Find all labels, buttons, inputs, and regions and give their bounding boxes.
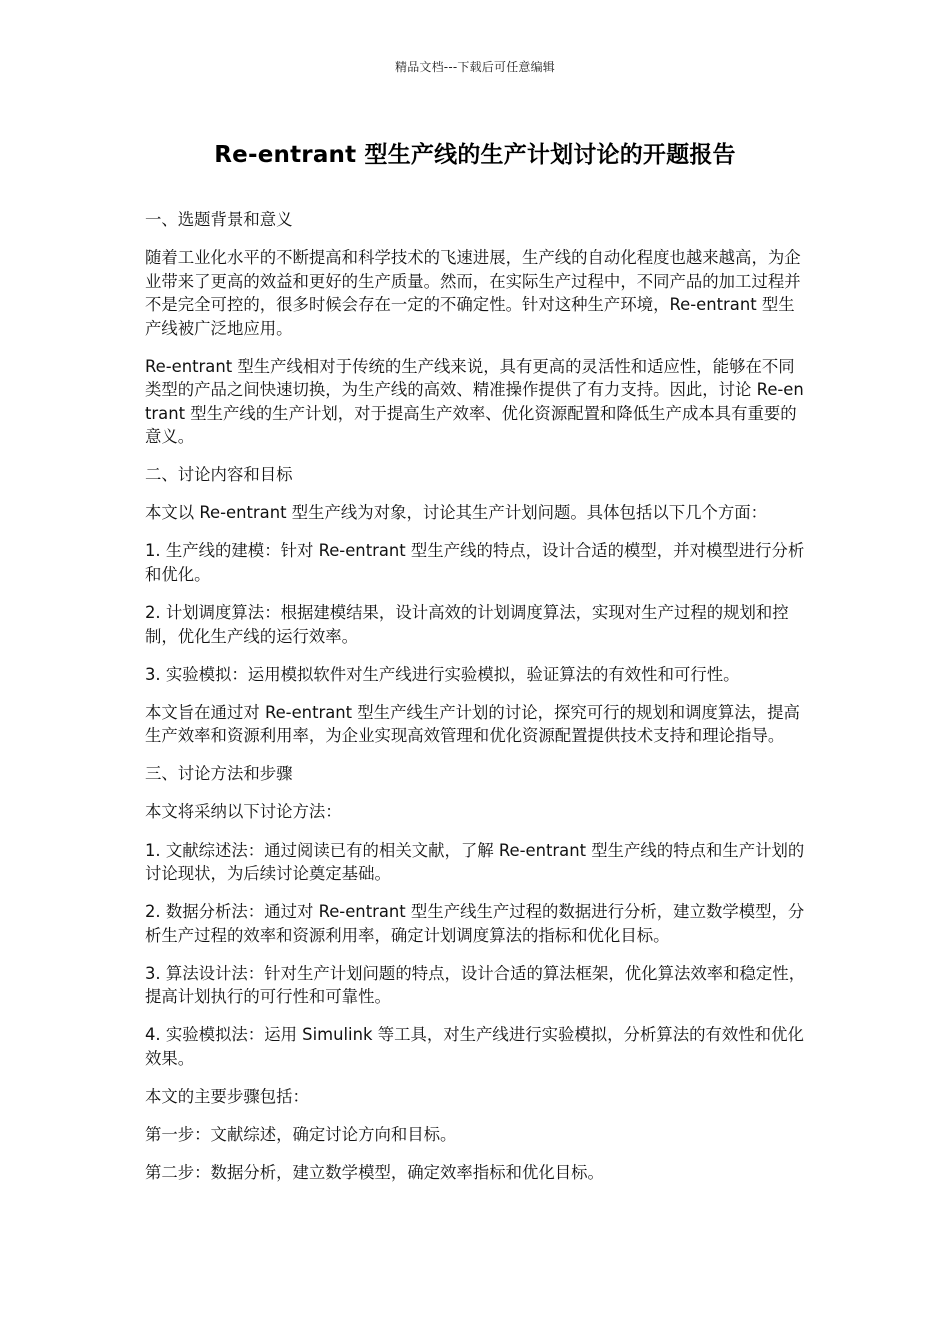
step-item: 第二步：数据分析，建立数学模型，确定效率指标和优化目标。	[145, 1163, 604, 1183]
list-item: 3. 实验模拟：运用模拟软件对生产线进行实验模拟，验证算法的有效性和可行性。	[145, 664, 740, 684]
document-body	[145, 208, 809, 1199]
list-item: 2. 计划调度算法：根据建模结果，设计高效的计划调度算法，实现对生产过程的规划和控制，优化生产线的运行效率。	[145, 603, 789, 646]
list-item: 1. 文献综述法：通过阅读已有的相关文献，了解 Re-entrant 型生产线的特点和生产计划的讨论现状，为后续讨论奠定基础。	[145, 840, 805, 884]
list-item: 1. 生产线的建模：针对 Re-entrant 型生产线的特点，设计合适的模型，并对模型进行分析和优化。	[145, 541, 805, 584]
paragraph: 本文旨在通过对 Re-entrant 型生产线生产计划的讨论，探究可行的规划和调度算法，提高生产效率和资源利用率，为企业实现高效管理和优化资源配置提供技术支持和理论指导。	[145, 702, 800, 746]
section-heading-2: 二、讨论内容和目标	[145, 465, 293, 485]
paragraph: 本文将采纳以下讨论方法：	[145, 802, 342, 822]
section-heading-1: 一、选题背景和意义	[145, 210, 293, 229]
header-note: 精品文档---下载后可任意编辑	[395, 60, 555, 74]
list-item: 3. 算法设计法：针对生产计划问题的特点，设计合适的算法框架，优化算法效率和稳定性，提高计划执行的可行性和可靠性。	[145, 963, 806, 1007]
paragraph: 本文的主要步骤包括：	[145, 1086, 309, 1106]
section-heading-3: 三、讨论方法和步骤	[145, 764, 293, 784]
step-item: 第一步：文献综述，确定讨论方向和目标。	[145, 1125, 457, 1144]
paragraph: 随着工业化水平的不断提高和科学技术的飞速进展，生产线的自动化程度也越来越高，为企业带来了更高的效益和更好的生产质量。然而，在实际生产过程中，不同产品的加工过程并不是完全可控的，很多时候会存在一定的不确定性。针对这种生产环境，Re-entrant 型生产线被广泛地应用。	[145, 248, 801, 338]
list-item: 4. 实验模拟法：运用 Simulink 等工具，对生产线进行实验模拟，分析算法的有效性和优化效果。	[145, 1025, 804, 1068]
paragraph: 本文以 Re-entrant 型生产线为对象，讨论其生产计划问题。具体包括以下几个方面：	[145, 503, 768, 523]
list-item: 2. 数据分析法：通过对 Re-entrant 型生产线生产过程的数据进行分析，建立数学模型，分析生产过程的效率和资源利用率，确定计划调度算法的指标和优化目标。	[145, 902, 805, 945]
paragraph: Re-entrant 型生产线相对于传统的生产线来说，具有更高的灵活性和适应性，能够在不同类型的产品之间快速切换，为生产线的高效、精准操作提供了有力支持。因此，讨论 Re-entrant 型生产线的生产计划，对于提高生产效率、优化资源配置和降低生产成本具有重要的意义。	[145, 356, 804, 447]
document-title: Re-entrant 型生产线的生产计划讨论的开题报告	[214, 142, 736, 168]
